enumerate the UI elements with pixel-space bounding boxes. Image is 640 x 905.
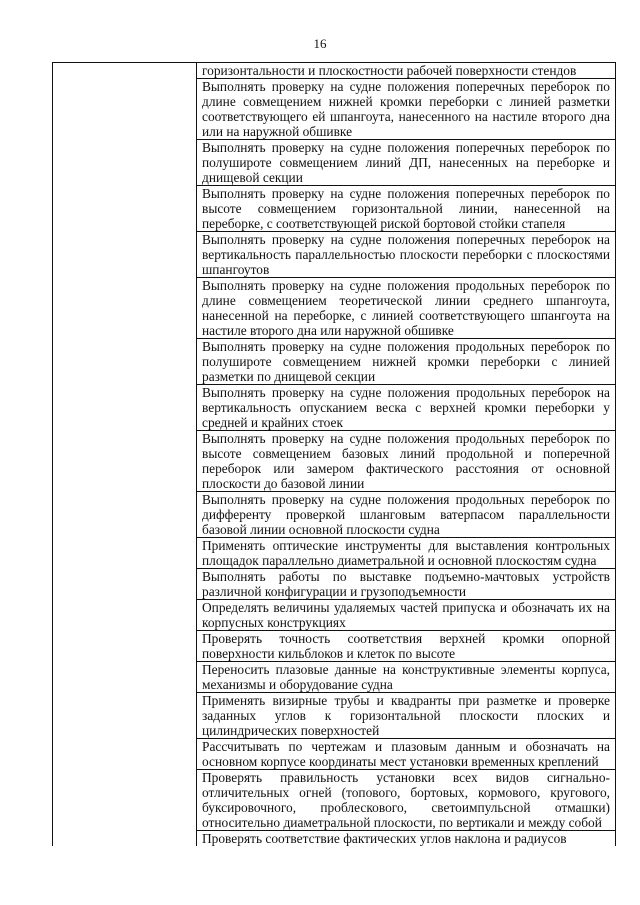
table-row: Выполнять проверку на судне положения поперечных переборок по полушироте совмещением линий ДП, нанесенных на переборке и днищевой секции xyxy=(197,140,615,186)
table-row: Рассчитывать по чертежам и плазовым данным и обозначать на основном корпусе координаты мест установки временных креплений xyxy=(197,739,615,770)
table-row: Выполнять работы по выставке подъемно-мачтовых устройств различной конфигурации и грузоподъемности xyxy=(197,569,615,600)
table-row: Определять величины удаляемых частей припуска и обозначать их на корпусных конструкциях xyxy=(197,600,615,631)
table-row: Выполнять проверку на судне положения продольных переборок на вертикальность опусканием веска с верхней кромки переборки у средней и крайних стоек xyxy=(197,385,615,431)
table-row: Выполнять проверку на судне положения продольных переборок по высоте совмещением базовых линий продольной и поперечной переборок или замером фактического расстояния от основной плоскости до базовой линии xyxy=(197,431,615,492)
table-row: Выполнять проверку на судне положения продольных переборок по длине совмещением теоретической линии среднего шпангоута, нанесенной на переборке, с линией соответствующего шпангоута на настиле второго дна или наружной обшивке xyxy=(197,278,615,339)
table-row: Проверять соответствие фактических углов наклона и радиусов xyxy=(202,831,567,846)
table-row: Выполнять проверку на судне положения поперечных переборок по высоте совмещением горизонтальной линии, нанесенной на переборке, с соответствующей риской бортовой стойки стапеля xyxy=(197,186,615,232)
table-row: Выполнять проверку на судне положения поперечных переборок на вертикальность параллельностью плоскости переборки с плоскостями шпангоутов xyxy=(197,232,615,278)
table-row: Применять визирные трубы и квадранты при разметке и проверке заданных углов к горизонтальной плоскости плоских и цилиндрических поверхностей xyxy=(197,693,615,739)
skills-table xyxy=(52,62,616,846)
table-row: Выполнять проверку на судне положения продольных переборок по дифференту проверкой шланговым ватерпасом параллельности базовой линии основной плоскости судна xyxy=(197,492,615,538)
table-row: Проверять правильность установки всех видов сигнально-отличительных огней (топового, бортовых, кормового, кругового, буксировочного, проблескового, светоимпульсной отмашки) относительно диаметральной плоскости, по вертикали и между собой xyxy=(197,770,615,831)
table-row: Применять оптические инструменты для выставления контрольных площадок параллельно диаметральной и основной плоскостям судна xyxy=(197,538,615,569)
table-left-column xyxy=(53,63,197,846)
table-right-column xyxy=(197,63,615,846)
table-row: Проверять точность соответствия верхней кромки опорной поверхности кильблоков и клеток по высоте xyxy=(197,631,615,662)
table-row: Выполнять проверку на судне положения продольных переборок по полушироте совмещением нижней кромки переборки с линией разметки по днищевой секции xyxy=(197,339,615,385)
table-row: горизонтальности и плоскостности рабочей поверхности стендов xyxy=(197,63,615,79)
page-number: 16 xyxy=(313,36,327,51)
table-row: Переносить плазовые данные на конструктивные элементы корпуса, механизмы и оборудование судна xyxy=(197,662,615,693)
table-row: Выполнять проверку на судне положения поперечных переборок по длине совмещением нижней кромки переборки с линией разметки соответствующего ей шпангоута, нанесенного на настиле второго дна или на наружной обшивке xyxy=(197,79,615,140)
